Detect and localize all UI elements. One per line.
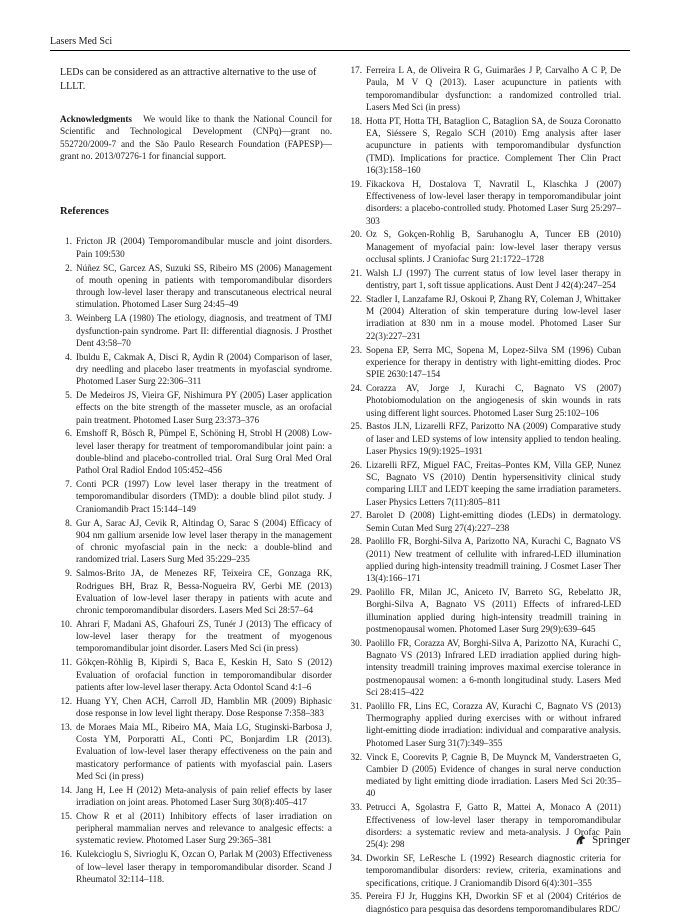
reference-text: Paolillo FR, Lins EC, Corazza AV, Kurachi C, Bagnato VS (2013) Thermography applied during exercises with or without infrared light-emitting diode irradiation: individual and comparative analysis. Photomed Laser Surg 31(7):349–355	[366, 700, 621, 748]
reference-text: Salmos-Brito JA, de Menezes RF, Teixeira CE, Gonzaga RK, Rodrigues BH, Braz R, Bessa-Nogueira RV, Gerbi ME (2013) Evaluation of low-level laser therapy in patients with acute and chronic temporomandibular disorders. Lasers Med Sci 28:57–64	[76, 568, 332, 616]
reference-text: Kulekcioglu S, Sivrioglu K, Ozcan O, Parlak M (2003) Effectiveness of low–level laser therapy in temporomandibular disorder. Scand J Rheumatol 32:114–118.	[76, 849, 332, 884]
reference-text: De Medeiros JS, Vieira GF, Nishimura PY (2005) Laser application effects on the bite strength of the masseter muscle, as an orofacial pain treatment. Photomed Laser Surg 23:373–376	[76, 390, 332, 425]
reference-text: Fikackova H, Dostalova T, Navratil L, Klaschka J (2007) Effectiveness of low-level laser therapy in temporomandibular joint disorders: a placebo-controlled study. Photomed Laser Surg 25:297–303	[366, 178, 621, 226]
reference-item	[60, 262, 332, 311]
reference-item	[349, 700, 621, 749]
reference-text: Dworkin SF, LeResche L (1992) Research diagnostic criteria for temporomandibular disorders: review, criteria, examinations and specifications, critique. J Craniomandib Disord 6(4):301–355	[366, 852, 621, 888]
reference-text: Fricton JR (2004) Temporomandibular muscle and joint disorders. Pain 109:530	[76, 236, 332, 259]
reference-text: Conti PCR (1997) Low level laser therapy in the treatment of temporomandibular disorders (TMD): a double blind pilot study. J Craniomandib Pract 15:144–149	[76, 479, 332, 514]
reference-text: Núñez SC, Garcez AS, Suzuki SS, Ribeiro MS (2006) Management of mouth opening in patients with temporomandibular disorders through low-level laser therapy and transcutaneous electrical neural stimulation. Photomed Laser Surg 24:45–49	[76, 262, 332, 310]
reference-text: Emshoff R, Bösch R, Pümpel E, Schöning H, Strobl H (2008) Low-level laser therapy for treatment of temporomandibular joint pain: a double-blind and placebo-controlled trial. Oral Surg Oral Med Oral Pathol Oral Radiol Endod 105:452–456	[76, 428, 332, 476]
reference-number: 24.	[350, 382, 362, 393]
reference-text: Huang YY, Chen ACH, Carroll JD, Hamblin MR (2009) Biphasic dose response in low level light therapy. Dose Response 7:358–383	[76, 695, 332, 718]
reference-item	[60, 618, 332, 655]
reference-number: 4.	[65, 351, 72, 362]
reference-text: Barolet D (2008) Light-emitting diodes (LEDs) in dermatology. Semin Cutan Med Surg 27(4):227–238	[366, 510, 621, 533]
reference-text: Pereira FJ Jr, Huggins KH, Dworkin SF et al (2004) Critérios de diagnóstico para pesquisa das desordens temporomandibulares RDC/	[366, 891, 621, 914]
reference-number: 20.	[350, 229, 362, 240]
reference-item	[349, 751, 621, 800]
reference-number: 34.	[350, 852, 362, 863]
acknowledgments-label: Acknowledgments	[60, 114, 132, 124]
reference-number: 17.	[350, 65, 362, 75]
reference-text: Sopena EP, Serra MC, Sopena M, Lopez-Silva SM (1996) Cuban experience for therapy in dentistry with light-emitting diodes. Proc SPIE 2630:147–154	[366, 344, 621, 380]
reference-text: Lizarelli RFZ, Miguel FAC, Freitas–Pontes KM, Villa GEP, Nunez SC, Bagnato VS (2010) Dentin hypersensitivity clinical study comparing LILT and LEDT keeping the same irradiation parameters. Laser Physics Letters 7(11):805–811	[366, 459, 621, 507]
reference-number: 15.	[60, 810, 72, 821]
reference-number: 19.	[350, 178, 362, 189]
reference-item	[349, 586, 621, 635]
reference-number: 31.	[350, 700, 362, 711]
reference-number: 9.	[65, 568, 72, 579]
reference-list-right	[349, 64, 621, 915]
intro-paragraph: LEDs can be considered as an attractive alternative to the use of LLLT.	[60, 67, 317, 92]
reference-text: Walsh LJ (1997) The current status of low level laser therapy in dentistry, part 1, soft tissue applications. Aust Dent J 42(4):247–254	[366, 267, 621, 291]
reference-item	[60, 351, 332, 388]
reference-number: 12.	[60, 695, 72, 706]
reference-text: Jang H, Lee H (2012) Meta-analysis of pain relief effects by laser irradiation on joint areas. Photomed Laser Surg 30(8):405–417	[76, 784, 332, 808]
reference-number: 3.	[65, 313, 72, 324]
right-column	[349, 64, 621, 916]
acknowledgments-text: We would like to thank the National Council for Scientific and Technological Development (CNPq)—grant no. 552720/2009-7 and the São Paulo Research Foundation (FAPESP)—grant no. 2013/07276-1 for financial support.	[60, 114, 332, 161]
reference-number: 1.	[65, 236, 72, 247]
reference-item	[349, 293, 621, 342]
reference-number: 13.	[60, 721, 72, 732]
reference-number: 16.	[60, 849, 72, 860]
reference-item	[349, 178, 621, 227]
reference-item	[349, 637, 621, 698]
reference-item	[349, 852, 621, 889]
reference-item	[60, 427, 332, 476]
reference-text: Paolillo FR, Corazza AV, Borghi-Silva A, Parizotto NA, Kurachi C, Bagnato VS (2013) Infrared LED irradiation applied during high-intensity treadmill training improves maximal exercise tolerance in postmenopausal women: a 6-month longitudinal study. Lasers Med Sci 28:415–422	[366, 637, 621, 698]
reference-text: Ferreira L A, de Oliveira R G, Guimarães J P, Carvalho A C P, De Paula, M V Q (2013). Laser acupuncture in patients with temporomandibular dysfunction: a randomized controlled trial. Lasers Med Sci (in press)	[366, 65, 621, 112]
reference-number: 26.	[350, 459, 362, 470]
reference-item	[60, 810, 332, 847]
reference-text: Oz S, Gokçen-Rohlig B, Saruhanoglu A, Tuncer EB (2010) Management of myofacial pain: low-level laser therapy versus occlusal splints. J Craniofac Surg 21:1722–1728	[366, 229, 621, 264]
reference-number: 5.	[65, 390, 72, 401]
springer-horse-icon	[574, 833, 588, 847]
reference-number: 27.	[350, 510, 362, 521]
references-heading: References	[60, 206, 109, 218]
reference-text: Hotta PT, Hotta TH, Bataglion C, Bataglion SA, de Souza Coronatto EA, Siéssere S, Regalo SCH (2010) Emg analysis after laser acupuncture in patients with temporomandibular dysfunction (TMD). Implications for practice. Complement Ther Clin Pract 16(3):158–160	[366, 115, 621, 175]
reference-item	[349, 420, 621, 457]
reference-item	[349, 228, 621, 265]
reference-item	[349, 64, 621, 113]
reference-item	[349, 535, 621, 584]
reference-item	[60, 478, 332, 515]
reference-item	[60, 656, 332, 693]
reference-item	[349, 267, 621, 292]
reference-item	[60, 235, 332, 260]
reference-item	[349, 459, 621, 508]
reference-text: Weinberg LA (1980) The etiology, diagnosis, and treatment of TMJ dysfunction-pain syndrome. Part II: differential diagnosis. J Prosthet Dent 43:58–70	[76, 313, 332, 348]
publisher-logo	[574, 833, 630, 847]
reference-number: 29.	[350, 587, 362, 598]
reference-number: 21.	[350, 267, 362, 278]
reference-number: 8.	[65, 517, 72, 528]
reference-list-left	[60, 235, 332, 885]
reference-text: Paolillo FR, Borghi-Silva A, Parizotto NA, Kurachi C, Bagnato VS (2011) New treatment of cellulite with infrared-LED illumination applied during high-intensity treadmill training. J Cosmet Laser Ther 13(4):166–171	[366, 536, 621, 584]
reference-text: Stadler I, Lanzafame RJ, Oskoui P, Zhang RY, Coleman J, Whittaker M (2004) Alteration of skin temperature during low-level laser irradiation at 830 nm in a mouse model. Photomed Laser Sur 22(3):227–231	[366, 293, 621, 341]
acknowledgments	[60, 113, 332, 162]
reference-text: Paolillo FR, Milan JC, Aniceto IV, Barreto SG, Rebelatto JR, Borghi-Silva A, Bagnato VS (2011) Effects of infrared-LED illumination applied during high-intensity treadmill training in postmenopausal women. Photomed Laser Surg 29(9):639–645	[366, 587, 621, 635]
reference-text: Vinck E, Coorevits P, Cagnie B, De Muynck M, Vanderstraeten G, Cambier D (2005) Evidence of changes in sural nerve conduction mediated by light emitting diode irradiation. Lasers Med Sci 20:35–40	[366, 751, 621, 799]
reference-text: Gur A, Sarac AJ, Cevik R, Altindag O, Sarac S (2004) Efficacy of 904 nm gallium arsenide low level laser therapy in the management of chronic myofascial pain in the neck: a double-blind and randomized trial. Lasers Surg Med 35:229–235	[76, 517, 332, 565]
reference-number: 18.	[350, 115, 362, 126]
reference-text: Bastos JLN, Lizarelli RFZ, Parizotto NA (2009) Comparative study of laser and LED systems of low intensity applied to tendon healing. Laser Physics 19(9):1925–1931	[366, 421, 621, 456]
reference-item	[60, 517, 332, 566]
reference-item	[60, 567, 332, 616]
header-rule	[50, 50, 630, 51]
reference-number: 35.	[350, 891, 362, 902]
reference-number: 22.	[350, 293, 362, 304]
left-column	[60, 66, 332, 887]
reference-item	[60, 784, 332, 809]
reference-item	[349, 382, 621, 419]
reference-item	[60, 312, 332, 349]
reference-number: 23.	[350, 344, 362, 355]
reference-text: de Moraes Maia ML, Ribeiro MA, Maia LG, Stuginski-Barbosa J, Costa YM, Porporatti AL, Conti PC, Bonjardim LR (2013). Evaluation of low-level laser therapy effectiveness on the pain and masticatory performance of patients with myofascial pain. Lasers Med Sci (in press)	[76, 721, 332, 781]
reference-number: 25.	[350, 421, 362, 432]
reference-number: 28.	[350, 536, 362, 547]
reference-text: Corazza AV, Jorge J, Kurachi C, Bagnato VS (2007) Photobiomodulation on the angiogenesis of skin wounds in rats using different light sources. Photomed Laser Surg 25:102–106	[366, 382, 621, 418]
reference-item	[60, 848, 332, 885]
running-header: Lasers Med Sci	[50, 36, 113, 47]
reference-number: 10.	[60, 618, 72, 629]
reference-text: Petrucci A, Sgolastra F, Gatto R, Mattei A, Monaco A (2011) Effectiveness of low-level laser therapy in temporomandibular disorders: a systematic review and meta-analysis. J Orofac Pain 25(4): 298	[366, 802, 621, 850]
reference-number: 11.	[60, 657, 72, 668]
reference-text: Gökçen-Röhlig B, Kipirdi S, Baca E, Keskin H, Sato S (2012) Evaluation of orofacial function in temporomandibular disorder patients after low-level laser therapy. Acta Odontol Scand 4:1–6	[76, 657, 332, 692]
publisher-name: Springer	[592, 834, 630, 846]
reference-item	[60, 721, 332, 782]
reference-text: Chow R et al (2011) Inhibitory effects of laser irradiation on peripheral mammalian nerves and relevance to analgesic effects: a systematic review. Photomed Laser Surg 29:365–381	[76, 810, 332, 846]
reference-item	[349, 115, 621, 176]
reference-number: 2.	[65, 262, 72, 273]
reference-text: Ahrari F, Madani AS, Ghafouri ZS, Tunér J (2013) The efficacy of low-level laser therapy for the treatment of myogenous temporomandibular joint disorder. Lasers Med Sci (in press)	[76, 618, 332, 654]
reference-number: 14.	[60, 784, 72, 795]
reference-number: 7.	[65, 479, 72, 490]
reference-item	[60, 389, 332, 426]
reference-item	[349, 344, 621, 381]
reference-number: 6.	[65, 428, 72, 439]
reference-item	[60, 695, 332, 720]
reference-number: 30.	[350, 637, 362, 648]
reference-text: Ibuldu E, Cakmak A, Disci R, Aydin R (2004) Comparison of laser, dry needling and placebo laser treatments in myofascial syndrome. Photomed Laser Surg 22:306–311	[76, 351, 332, 387]
reference-number: 32.	[350, 751, 362, 762]
reference-number: 33.	[350, 802, 362, 813]
reference-item	[349, 509, 621, 534]
